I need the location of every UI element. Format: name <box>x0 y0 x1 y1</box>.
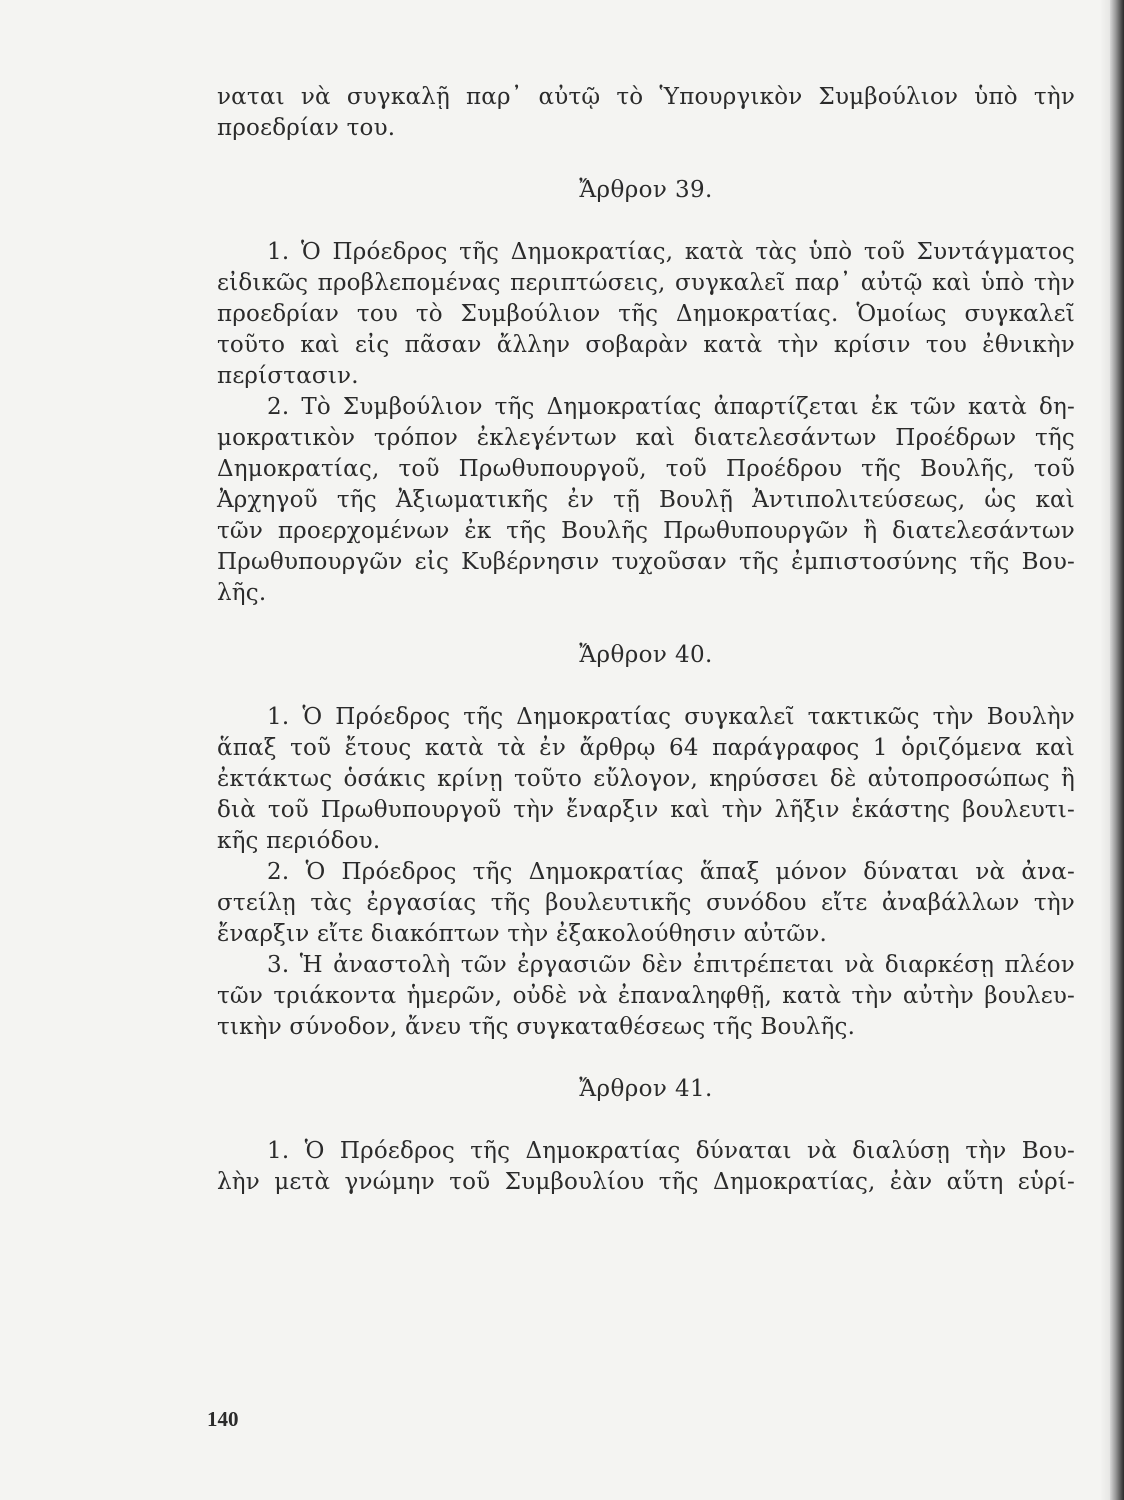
article-heading: Ἄρθρον 40. <box>579 642 713 668</box>
text-line: Πρωθυπουργῶν εἰς Κυβέρνησιν τυχοῦσαν τῆς ἐμπιστοσύνης τῆς Βου- <box>217 549 1075 575</box>
text-line: εἰδικῶς προβλεπομένας περιπτώσεις, συγκαλεῖ παρ᾽ αὐτῷ καὶ ὑπὸ τὴν <box>217 270 1075 296</box>
text-line: προεδρίαν του. <box>217 115 396 141</box>
text-line: 2. Τὸ Συμβούλιον τῆς Δημοκρατίας ἀπαρτίζεται ἐκ τῶν κατὰ δη- <box>267 394 1075 420</box>
text-line: ναται νὰ συγκαλῇ παρ᾽ αὐτῷ τὸ Ὑπουργικὸν Συμβούλιον ὑπὸ τὴν <box>217 84 1075 110</box>
text-line: κῆς περιόδου. <box>217 828 381 854</box>
text-line: τῶν προερχομένων ἐκ τῆς Βουλῆς Πρωθυπουργῶν ἢ διατελεσάντων <box>217 518 1075 544</box>
page-number: 140 <box>207 1407 239 1431</box>
text-line: στείλῃ τὰς ἐργασίας τῆς βουλευτικῆς συνόδου εἴτε ἀναβάλλων τὴν <box>217 890 1075 916</box>
text-line: 2. Ὁ Πρόεδρος τῆς Δημοκρατίας ἅπαξ μόνον δύναται νὰ ἀνα- <box>267 859 1075 885</box>
text-line: λὴν μετὰ γνώμην τοῦ Συμβουλίου τῆς Δημοκρατίας, ἐὰν αὕτη εὑρί- <box>217 1169 1075 1195</box>
text-line: τῶν τριάκοντα ἡμερῶν, οὐδὲ νὰ ἐπαναληφθῇ, κατὰ τὴν αὐτὴν βουλευ- <box>217 983 1075 1009</box>
text-line: 3. Ἡ ἀναστολὴ τῶν ἐργασιῶν δὲν ἐπιτρέπεται νὰ διαρκέσῃ πλέον <box>267 952 1075 978</box>
text-line: ἔναρξιν εἴτε διακόπτων τὴν ἐξακολούθησιν αὐτῶν. <box>217 921 828 947</box>
text-line: περίστασιν. <box>217 363 359 389</box>
page-body-text <box>217 82 1075 1198</box>
text-line: προεδρίαν του τὸ Συμβούλιον τῆς Δημοκρατίας. Ὁμοίως συγκαλεῖ <box>217 301 1075 327</box>
text-line: λῆς. <box>217 580 267 606</box>
text-line: Ἀρχηγοῦ τῆς Ἀξιωματικῆς ἐν τῇ Βουλῇ Ἀντιπολιτεύσεως, ὡς καὶ <box>217 487 1075 513</box>
page-shadow <box>1100 0 1110 1500</box>
text-line: τοῦτο καὶ εἰς πᾶσαν ἄλλην σοβαρὰν κατὰ τὴν κρίσιν του ἐθνικὴν <box>217 332 1075 358</box>
article-heading: Ἄρθρον 39. <box>579 177 713 203</box>
text-line: 1. Ὁ Πρόεδρος τῆς Δημοκρατίας δύναται νὰ διαλύσῃ τὴν Βου- <box>267 1138 1075 1164</box>
text-line: διὰ τοῦ Πρωθυπουργοῦ τὴν ἔναρξιν καὶ τὴν λῆξιν ἑκάστης βουλευτι- <box>217 797 1075 823</box>
text-line: ἅπαξ τοῦ ἔτους κατὰ τὰ ἐν ἄρθρῳ 64 παράγραφος 1 ὁριζόμενα καὶ <box>217 735 1075 761</box>
article-heading: Ἄρθρον 41. <box>579 1076 713 1102</box>
text-line: ἐκτάκτως ὁσάκις κρίνῃ τοῦτο εὔλογον, κηρύσσει δὲ αὐτοπροσώπως ἢ <box>217 766 1075 792</box>
page-binding-edge <box>1110 0 1124 1500</box>
text-line: 1. Ὁ Πρόεδρος τῆς Δημοκρατίας, κατὰ τὰς ὑπὸ τοῦ Συντάγματος <box>267 239 1075 265</box>
text-line: τικὴν σύνοδον, ἄνευ τῆς συγκαταθέσεως τῆς Βουλῆς. <box>217 1014 856 1040</box>
text-line: μοκρατικὸν τρόπον ἐκλεγέντων καὶ διατελεσάντων Προέδρων τῆς <box>217 425 1075 451</box>
text-line: Δημοκρατίας, τοῦ Πρωθυπουργοῦ, τοῦ Προέδρου τῆς Βουλῆς, τοῦ <box>217 456 1075 482</box>
text-line: 1. Ὁ Πρόεδρος τῆς Δημοκρατίας συγκαλεῖ τακτικῶς τὴν Βουλὴν <box>267 704 1075 730</box>
